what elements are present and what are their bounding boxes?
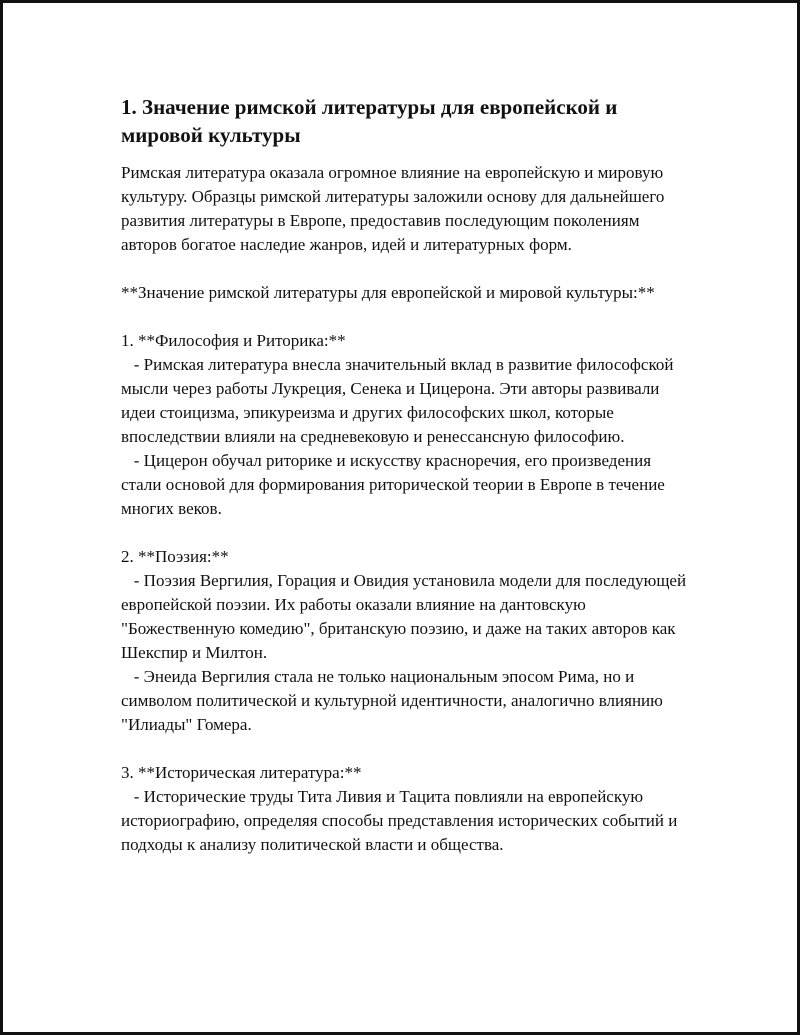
paragraph-gap xyxy=(121,521,691,545)
paragraph-gap xyxy=(121,257,691,281)
historical-literature-section: 3. **Историческая литература:** - Исторические труды Тита Ливия и Тацита повлияли на европейскую историографию, определяя способы представления исторических событий и подходы к анализу политической власти и общества. xyxy=(121,763,678,854)
poetry-section: 2. **Поэзия:** - Поэзия Вергилия, Горация и Овидия установила модели для последующей европейской поэзии. Их работы оказали влияние на дантовскую "Божественную комедию", британскую поэзию, и даже на таких авторов как Шекспир и Милтон. - Энеида Вергилия стала не только национальным эпосом Рима, но и символом политической и культурной идентичности, аналогично влиянию "Илиады" Гомера. xyxy=(121,547,687,734)
paragraph-gap xyxy=(121,737,691,761)
document-content xyxy=(121,93,691,857)
section-heading-paragraph: **Значение римской литературы для европейской и мировой культуры:** xyxy=(121,283,655,302)
document-title: 1. Значение римской литературы для европейской и мировой культуры xyxy=(121,95,618,147)
philosophy-section: 1. **Философия и Риторика:** - Римская литература внесла значительный вклад в развитие философской мысли через работы Лукреция, Сенека и Цицерона. Эти авторы развивали идеи стоицизма, эпикуреизма и других философских школ, которые впоследствии влияли на средневековую и ренессансную философию. - Цицерон обучал риторике и искусству красноречия, его произведения стали основой для формирования риторической теории в Европе в течение многих веков. xyxy=(121,331,674,518)
paragraph-gap xyxy=(121,305,691,329)
intro-paragraph: Римская литература оказала огромное влияние на европейскую и мировую культуру. Образцы римской литературы заложили основу для дальнейшего развития литературы в Европе, предоставив последующим поколениям авторов богатое наследие жанров, идей и литературных форм. xyxy=(121,163,669,254)
